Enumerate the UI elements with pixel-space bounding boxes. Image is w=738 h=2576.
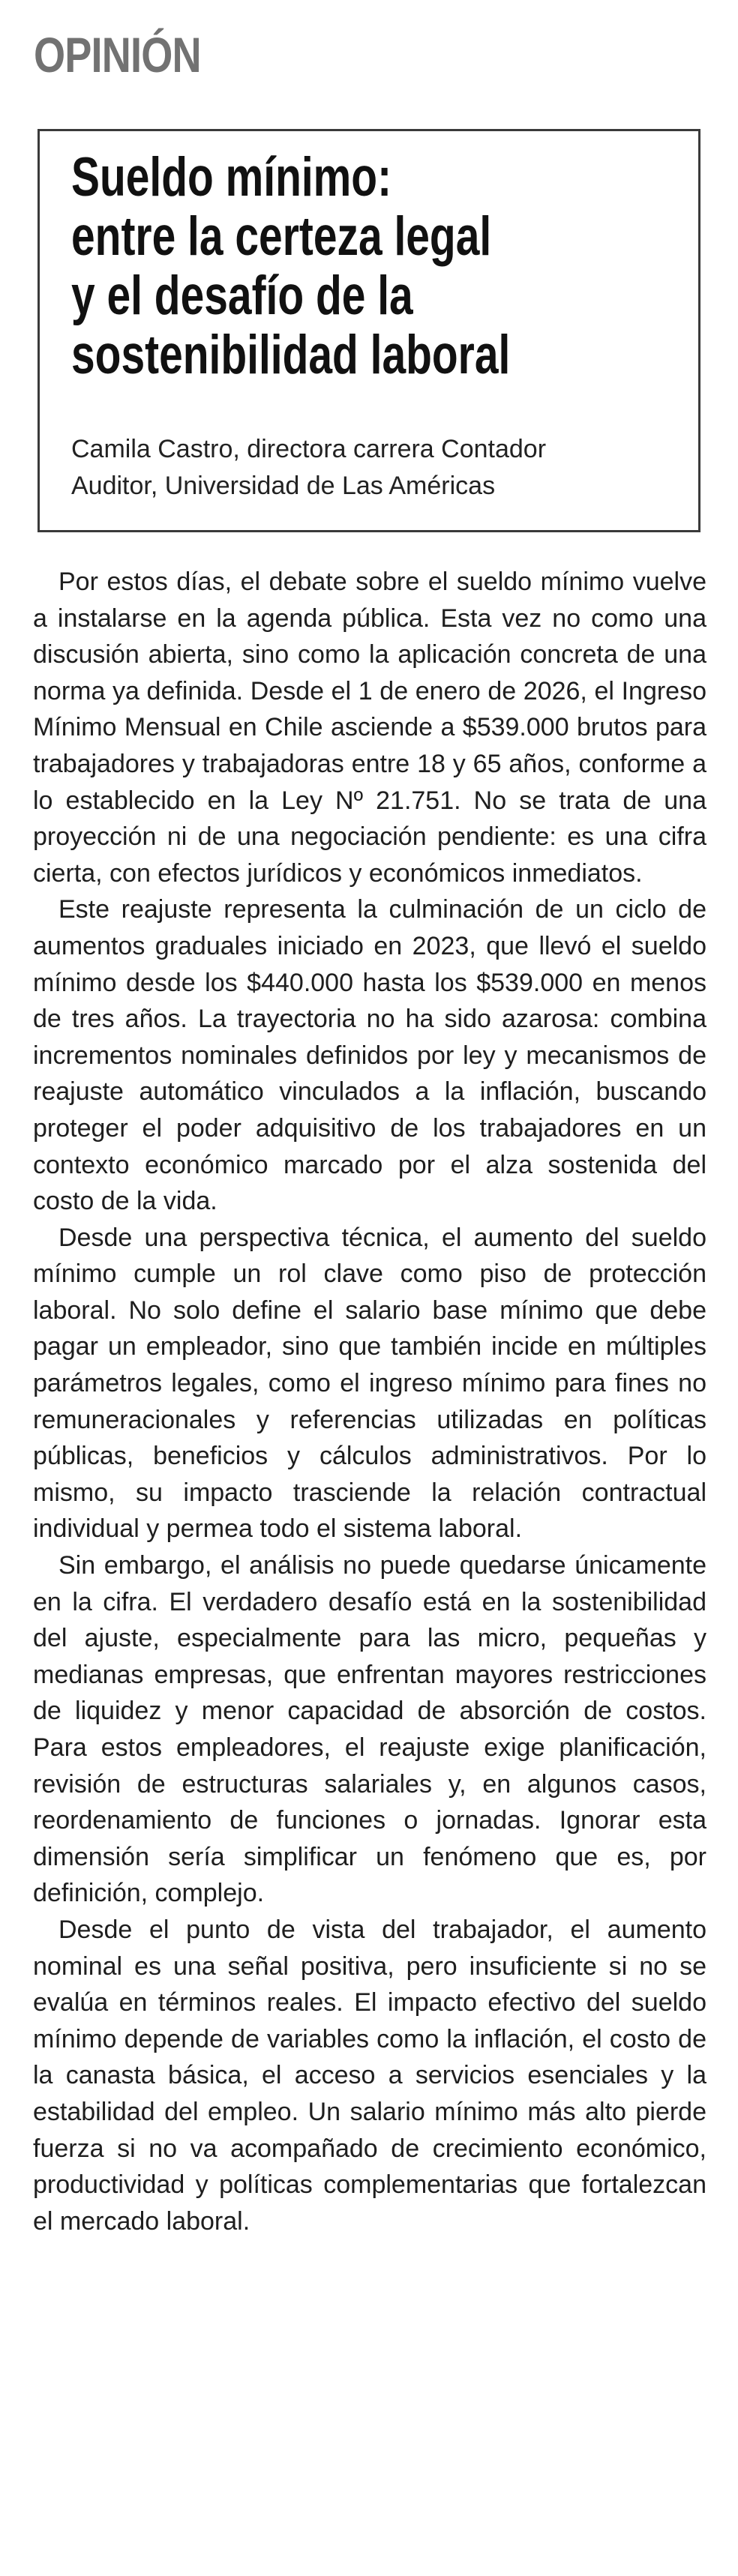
- headline: [71, 148, 668, 385]
- headline-line: Sueldo mínimo:: [71, 147, 392, 208]
- byline-line: Camila Castro, directora carrera Contador: [71, 435, 547, 463]
- headline-line: y el desafío de la: [71, 265, 413, 326]
- headline-line: sostenibilidad laboral: [71, 325, 511, 385]
- headline-box: [38, 129, 700, 532]
- paragraph: Desde una perspectiva técnica, el aumento del sueldo mínimo cumple un rol clave como piso de protección laboral. No solo define el salario base mínimo que debe pagar un empleador, sino que también incide en múltiples parámetros legales, como el ingreso mínimo para fines no remuneracionales y referencias utilizadas en políticas públicas, beneficios y cálculos administrativos. Por lo mismo, su impacto trasciende la relación contractual individual y permea todo el sistema laboral.: [33, 1223, 706, 1544]
- byline-line: Auditor, Universidad de Las Américas: [71, 472, 496, 500]
- article-body: [33, 564, 706, 2239]
- paragraph: Sin embargo, el análisis no puede quedarse únicamente en la cifra. El verdadero desafío está en la sostenibilidad del ajuste, especialmente para las micro, pequeñas y medianas empresas, que enfrentan mayores restricciones de liquidez y menor capacidad de absorción de costos. Para estos empleadores, el reajuste exige planificación, revisión de estructuras salariales y, en algunos casos, reordenamiento de funciones o jornadas. Ignorar esta dimensión sería simplificar un fenómeno que es, por definición, complejo.: [33, 1551, 706, 1908]
- paragraph: Desde el punto de vista del trabajador, el aumento nominal es una señal positiva, pero insuficiente si no se evalúa en términos reales. El impacto efectivo del sueldo mínimo depende de variables como la inflación, el costo de la canasta básica, el acceso a servicios esenciales y la estabilidad del empleo. Un salario mínimo más alto pierde fuerza si no va acompañado de crecimiento económico, productividad y políticas complementarias que fortalezcan el mercado laboral.: [33, 1915, 706, 2236]
- paragraph: Este reajuste representa la culminación de un ciclo de aumentos graduales iniciado en 2023, que llevó el sueldo mínimo desde los $440.000 hasta los $539.000 en menos de tres años. La trayectoria no ha sido azarosa: combina incrementos nominales definidos por ley y mecanismos de reajuste automático vinculados a la inflación, buscando proteger el poder adquisitivo de los trabajadores en un contexto económico marcado por el alza sostenida del costo de la vida.: [33, 895, 706, 1216]
- byline: [71, 431, 546, 505]
- paragraph: Por estos días, el debate sobre el sueldo mínimo vuelve a instalarse en la agenda pública. Esta vez no como una discusión abierta, sino como la aplicación concreta de una norma ya definida. Desde el 1 de enero de 2026, el Ingreso Mínimo Mensual en Chile asciende a $539.000 brutos para trabajadores y trabajadoras entre 18 y 65 años, conforme a lo establecido en la Ley Nº 21.751. No se trata de una proyección ni de una negociación pendiente: es una cifra cierta, con efectos jurídicos y económicos inmediatos.: [33, 568, 706, 888]
- headline-line: entre la certeza legal: [71, 206, 492, 267]
- section-label: OPINIÓN: [34, 27, 201, 82]
